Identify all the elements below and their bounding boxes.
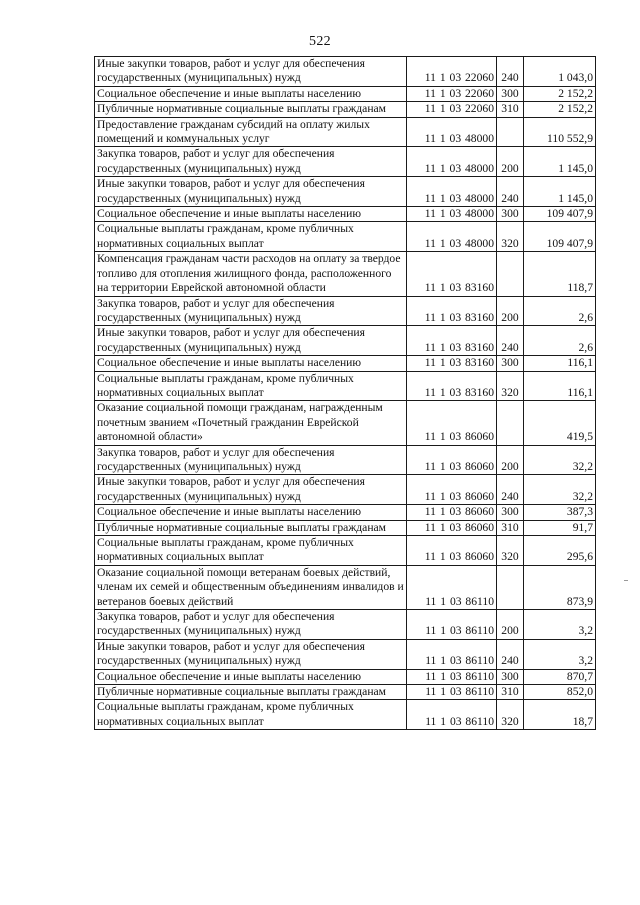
row-expense-type: 200 — [497, 147, 524, 177]
table-row — [95, 505, 596, 520]
row-target-code: 11 1 03 83160 — [407, 296, 497, 326]
table-row — [95, 177, 596, 207]
row-amount: 2,6 — [524, 296, 596, 326]
row-expense-type: 240 — [497, 326, 524, 356]
page-number: 522 — [309, 34, 331, 49]
row-amount: 32,2 — [524, 445, 596, 475]
row-expense-type: 200 — [497, 296, 524, 326]
row-target-code: 11 1 03 86110 — [407, 685, 497, 700]
row-expense-type: 240 — [497, 639, 524, 669]
row-target-code: 11 1 03 48000 — [407, 147, 497, 177]
budget-table-body — [95, 57, 596, 730]
row-expense-type: 200 — [497, 610, 524, 640]
row-target-code: 11 1 03 22060 — [407, 102, 497, 117]
row-target-code: 11 1 03 83160 — [407, 326, 497, 356]
row-description: Закупка товаров, работ и услуг для обеспечения государственных (муниципальных) нужд — [95, 147, 407, 177]
row-description: Иные закупки товаров, работ и услуг для обеспечения государственных (муниципальных) нужд — [95, 475, 407, 505]
table-row — [95, 401, 596, 445]
row-target-code: 11 1 03 48000 — [407, 117, 497, 147]
row-description: Предоставление гражданам субсидий на оплату жилых помещений и коммунальных услуг — [95, 117, 407, 147]
table-row — [95, 207, 596, 222]
table-row — [95, 57, 596, 87]
row-description: Социальное обеспечение и иные выплаты населению — [95, 505, 407, 520]
row-description: Социальные выплаты гражданам, кроме публичных нормативных социальных выплат — [95, 536, 407, 566]
row-amount: 2,6 — [524, 326, 596, 356]
row-description: Закупка товаров, работ и услуг для обеспечения государственных (муниципальных) нужд — [95, 445, 407, 475]
table-row — [95, 639, 596, 669]
row-description: Социальное обеспечение и иные выплаты населению — [95, 669, 407, 684]
row-description: Публичные нормативные социальные выплаты гражданам — [95, 520, 407, 535]
row-expense-type — [497, 117, 524, 147]
row-target-code: 11 1 03 83160 — [407, 371, 497, 401]
row-description: Публичные нормативные социальные выплаты гражданам — [95, 685, 407, 700]
row-expense-type: 320 — [497, 222, 524, 252]
table-row — [95, 565, 596, 609]
table-row — [95, 475, 596, 505]
row-expense-type: 300 — [497, 669, 524, 684]
row-description: Иные закупки товаров, работ и услуг для обеспечения государственных (муниципальных) нужд — [95, 639, 407, 669]
table-row — [95, 117, 596, 147]
row-target-code: 11 1 03 86060 — [407, 475, 497, 505]
row-amount: 1 145,0 — [524, 177, 596, 207]
row-description: Закупка товаров, работ и услуг для обеспечения государственных (муниципальных) нужд — [95, 296, 407, 326]
row-amount: 387,3 — [524, 505, 596, 520]
row-description: Иные закупки товаров, работ и услуг для обеспечения государственных (муниципальных) нужд — [95, 177, 407, 207]
row-target-code: 11 1 03 83160 — [407, 252, 497, 296]
row-amount: 870,7 — [524, 669, 596, 684]
row-expense-type: 300 — [497, 505, 524, 520]
row-amount: 18,7 — [524, 700, 596, 730]
row-description: Социальные выплаты гражданам, кроме публичных нормативных социальных выплат — [95, 222, 407, 252]
row-target-code: 11 1 03 86110 — [407, 639, 497, 669]
row-amount: 109 407,9 — [524, 207, 596, 222]
budget-table — [94, 56, 596, 730]
row-expense-type: 320 — [497, 371, 524, 401]
row-expense-type: 300 — [497, 86, 524, 101]
row-description: Оказание социальной помощи ветеранам боевых действий, членам их семей и общественным объединениям инвалидов и ветеранов боевых действий — [95, 565, 407, 609]
table-row — [95, 356, 596, 371]
row-target-code: 11 1 03 86060 — [407, 536, 497, 566]
row-description: Закупка товаров, работ и услуг для обеспечения государственных (муниципальных) нужд — [95, 610, 407, 640]
row-amount: 1 145,0 — [524, 147, 596, 177]
row-description: Оказание социальной помощи гражданам, награжденным почетным званием «Почетный гражданин Еврейской автономной области» — [95, 401, 407, 445]
row-description: Социальное обеспечение и иные выплаты населению — [95, 86, 407, 101]
row-amount: 118,7 — [524, 252, 596, 296]
row-expense-type — [497, 565, 524, 609]
table-row — [95, 296, 596, 326]
row-target-code: 11 1 03 86060 — [407, 445, 497, 475]
row-amount: 109 407,9 — [524, 222, 596, 252]
row-expense-type: 310 — [497, 520, 524, 535]
row-expense-type: 310 — [497, 102, 524, 117]
row-expense-type: 300 — [497, 356, 524, 371]
row-amount: 32,2 — [524, 475, 596, 505]
row-target-code: 11 1 03 22060 — [407, 57, 497, 87]
row-expense-type: 200 — [497, 445, 524, 475]
row-amount: 295,6 — [524, 536, 596, 566]
table-row — [95, 371, 596, 401]
row-target-code: 11 1 03 22060 — [407, 86, 497, 101]
table-row — [95, 102, 596, 117]
row-target-code: 11 1 03 86110 — [407, 610, 497, 640]
row-target-code: 11 1 03 86060 — [407, 401, 497, 445]
row-target-code: 11 1 03 86060 — [407, 505, 497, 520]
row-target-code: 11 1 03 48000 — [407, 222, 497, 252]
row-description: Публичные нормативные социальные выплаты гражданам — [95, 102, 407, 117]
row-amount: 1 043,0 — [524, 57, 596, 87]
row-description: Социальные выплаты гражданам, кроме публичных нормативных социальных выплат — [95, 700, 407, 730]
row-target-code: 11 1 03 48000 — [407, 177, 497, 207]
row-expense-type: 320 — [497, 700, 524, 730]
row-description: Социальные выплаты гражданам, кроме публичных нормативных социальных выплат — [95, 371, 407, 401]
row-target-code: 11 1 03 86110 — [407, 669, 497, 684]
row-amount: 110 552,9 — [524, 117, 596, 147]
table-row — [95, 536, 596, 566]
row-description: Иные закупки товаров, работ и услуг для обеспечения государственных (муниципальных) нужд — [95, 326, 407, 356]
row-amount: 2 152,2 — [524, 86, 596, 101]
row-target-code: 11 1 03 83160 — [407, 356, 497, 371]
row-amount: 116,1 — [524, 356, 596, 371]
row-amount: 852,0 — [524, 685, 596, 700]
row-expense-type: 240 — [497, 475, 524, 505]
row-expense-type — [497, 401, 524, 445]
row-expense-type: 240 — [497, 177, 524, 207]
table-row — [95, 86, 596, 101]
row-expense-type: 300 — [497, 207, 524, 222]
row-amount: 116,1 — [524, 371, 596, 401]
scan-mark — [624, 580, 628, 581]
row-expense-type: 320 — [497, 536, 524, 566]
table-row — [95, 669, 596, 684]
table-row — [95, 520, 596, 535]
row-amount: 3,2 — [524, 639, 596, 669]
row-expense-type: 310 — [497, 685, 524, 700]
table-row — [95, 252, 596, 296]
row-amount: 2 152,2 — [524, 102, 596, 117]
row-description: Социальное обеспечение и иные выплаты населению — [95, 356, 407, 371]
row-amount: 91,7 — [524, 520, 596, 535]
row-description: Социальное обеспечение и иные выплаты населению — [95, 207, 407, 222]
row-target-code: 11 1 03 48000 — [407, 207, 497, 222]
row-amount: 419,5 — [524, 401, 596, 445]
table-row — [95, 685, 596, 700]
table-row — [95, 610, 596, 640]
row-target-code: 11 1 03 86060 — [407, 520, 497, 535]
table-row — [95, 326, 596, 356]
table-row — [95, 700, 596, 730]
table-row — [95, 222, 596, 252]
row-target-code: 11 1 03 86110 — [407, 700, 497, 730]
row-expense-type: 240 — [497, 57, 524, 87]
row-amount: 873,9 — [524, 565, 596, 609]
row-description: Компенсация гражданам части расходов на оплату за твердое топливо для отопления жилищного фонда, расположенного на территории Еврейской автономной области — [95, 252, 407, 296]
row-expense-type — [497, 252, 524, 296]
table-row — [95, 147, 596, 177]
row-amount: 3,2 — [524, 610, 596, 640]
row-target-code: 11 1 03 86110 — [407, 565, 497, 609]
row-description: Иные закупки товаров, работ и услуг для обеспечения государственных (муниципальных) нужд — [95, 57, 407, 87]
table-row — [95, 445, 596, 475]
